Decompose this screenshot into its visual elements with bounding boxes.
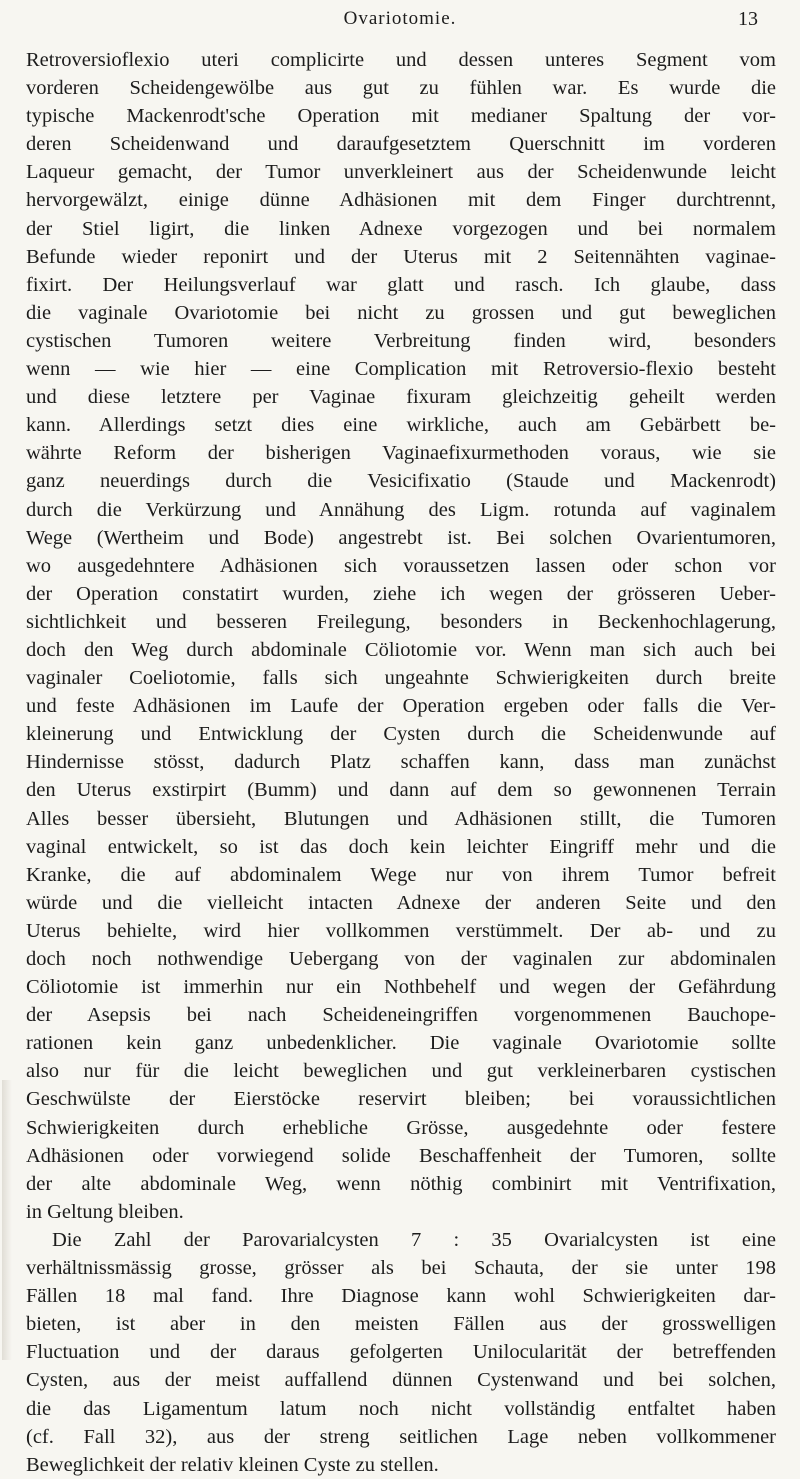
- text-line: durch die Verkürzung und Annähung des Ligm. rotunda auf vaginalem: [26, 498, 776, 521]
- text-line: kann. Allerdings setzt dies eine wirkliche, auch am Gebärbett be-: [26, 414, 776, 437]
- text-line: vorderen Scheidengewölbe aus gut zu fühlen war. Es wurde die: [26, 77, 776, 100]
- text-line: wenn — wie hier — eine Complication mit Retroversio-flexio besteht: [26, 358, 776, 381]
- body-text: [26, 46, 776, 1479]
- text-line: Wege (Wertheim und Bode) angestrebt ist. Bei solchen Ovarientumoren,: [26, 526, 776, 549]
- page-edge-shadow: [2, 1080, 12, 1360]
- text-line: Befunde wieder reponirt und der Uterus mit 2 Seitennähten vaginae-: [26, 245, 776, 268]
- text-line: vaginal entwickelt, so ist das doch kein leichter Eingriff mehr und die: [26, 835, 776, 858]
- text-line: kleinerung und Entwicklung der Cysten durch die Scheidenwunde auf: [26, 723, 776, 746]
- text-line: verhältnissmässig grosse, grösser als bei Schauta, der sie unter 198: [26, 1257, 776, 1280]
- text-line: die vaginale Ovariotomie bei nicht zu grossen und gut beweglichen: [26, 301, 776, 324]
- text-line: die das Ligamentum latum noch nicht vollständig entfaltet haben: [26, 1397, 776, 1420]
- text-line: (cf. Fall 32), aus der streng seitlichen Lage neben vollkommener: [26, 1425, 776, 1448]
- text-line: cystischen Tumoren weitere Verbreitung finden wird, besonders: [26, 329, 776, 352]
- text-line: und diese letztere per Vaginae fixuram gleichzeitig geheilt werden: [26, 386, 776, 409]
- text-line: Fluctuation und der daraus gefolgerten Unilocularität der betreffenden: [26, 1341, 776, 1364]
- text-line: der Stiel ligirt, die linken Adnexe vorgezogen und bei normalem: [26, 217, 776, 240]
- text-line: Kranke, die auf abdominalem Wege nur von ihrem Tumor befreit: [26, 863, 776, 886]
- text-line: doch den Weg durch abdominale Cöliotomie vor. Wenn man sich auch bei: [26, 638, 776, 661]
- text-line: doch noch nothwendige Uebergang von der vaginalen zur abdominalen: [26, 948, 776, 970]
- text-line: Fällen 18 mal fand. Ihre Diagnose kann wohl Schwierigkeiten dar-: [26, 1285, 776, 1308]
- text-line: hervorgewälzt, einige dünne Adhäsionen mit dem Finger durchtrennt,: [26, 189, 776, 212]
- text-line: würde und die vielleicht intacten Adnexe der anderen Seite und den: [26, 891, 776, 914]
- text-line: Schwierigkeiten durch erhebliche Grösse, ausgedehnte oder festere: [26, 1116, 776, 1139]
- paragraph-end-line: in Geltung bleiben.: [26, 1200, 184, 1223]
- text-line: währte Reform der bisherigen Vaginaefixurmethoden voraus, wie sie: [26, 442, 776, 465]
- text-line: der Operation constatirt wurden, ziehe ich wegen der grösseren Ueber-: [26, 582, 776, 605]
- page-number: 13: [738, 8, 758, 30]
- text-line: Adhäsionen oder vorwiegend solide Beschaffenheit der Tumoren, sollte: [26, 1144, 776, 1167]
- text-line: Geschwülste der Eierstöcke reservirt bleiben; bei voraussichtlichen: [26, 1088, 776, 1111]
- text-line: der alte abdominale Weg, wenn nöthig combinirt mit Ventrifixation,: [26, 1172, 776, 1195]
- text-line: Die Zahl der Parovarialcysten 7 : 35 Ovarialcysten ist eine: [52, 1228, 776, 1251]
- text-line: und feste Adhäsionen im Laufe der Operation ergeben oder falls die Ver-: [26, 695, 776, 718]
- text-line: bieten, ist aber in den meisten Fällen aus der grosswelligen: [26, 1313, 776, 1336]
- text-line: sichtlichkeit und besseren Freilegung, besonders in Beckenhochlagerung,: [26, 610, 776, 633]
- text-line: wo ausgedehntere Adhäsionen sich voraussetzen lassen oder schon vor: [26, 554, 776, 577]
- text-line: deren Scheidenwand und daraufgesetztem Querschnitt im vorderen: [26, 133, 776, 156]
- text-line: vaginaler Coeliotomie, falls sich ungeahnte Schwierigkeiten durch breite: [26, 667, 776, 690]
- text-line: den Uterus exstirpirt (Bumm) und dann auf dem so gewonnenen Terrain: [26, 779, 776, 802]
- text-line: Alles besser übersieht, Blutungen und Adhäsionen stillt, die Tumoren: [26, 807, 776, 830]
- text-line: Cöliotomie ist immerhin nur ein Nothbehelf und wegen der Gefährdung: [26, 976, 776, 999]
- text-line: Hindernisse stösst, dadurch Platz schaffen kann, dass man zunächst: [26, 751, 776, 774]
- running-title: Ovariotomie.: [343, 8, 457, 29]
- paragraph-end-line: Beweglichkeit der relativ kleinen Cyste zu stellen.: [26, 1453, 439, 1476]
- text-line: ganz neuerdings durch die Vesicifixatio (Staude und Mackenrodt): [26, 470, 776, 493]
- text-line: Cysten, aus der meist auffallend dünnen Cystenwand und bei solchen,: [26, 1369, 776, 1392]
- text-line: der Asepsis bei nach Scheideneingriffen vorgenommenen Bauchope-: [26, 1004, 776, 1027]
- text-line: typische Mackenrodt'sche Operation mit medianer Spaltung der vor-: [26, 105, 776, 128]
- text-line: Laqueur gemacht, der Tumor unverkleinert aus der Scheidenwunde leicht: [26, 161, 776, 184]
- text-line: rationen kein ganz unbedenklicher. Die vaginale Ovariotomie sollte: [26, 1032, 776, 1055]
- text-line: also nur für die leicht beweglichen und gut verkleinerbaren cystischen: [26, 1060, 776, 1083]
- text-line: Retroversioflexio uteri complicirte und dessen unteres Segment vom: [26, 49, 776, 71]
- text-line: fixirt. Der Heilungsverlauf war glatt und rasch. Ich glaube, dass: [26, 273, 776, 296]
- text-line: Uterus behielte, wird hier vollkommen verstümmelt. Der ab- und zu: [26, 919, 776, 942]
